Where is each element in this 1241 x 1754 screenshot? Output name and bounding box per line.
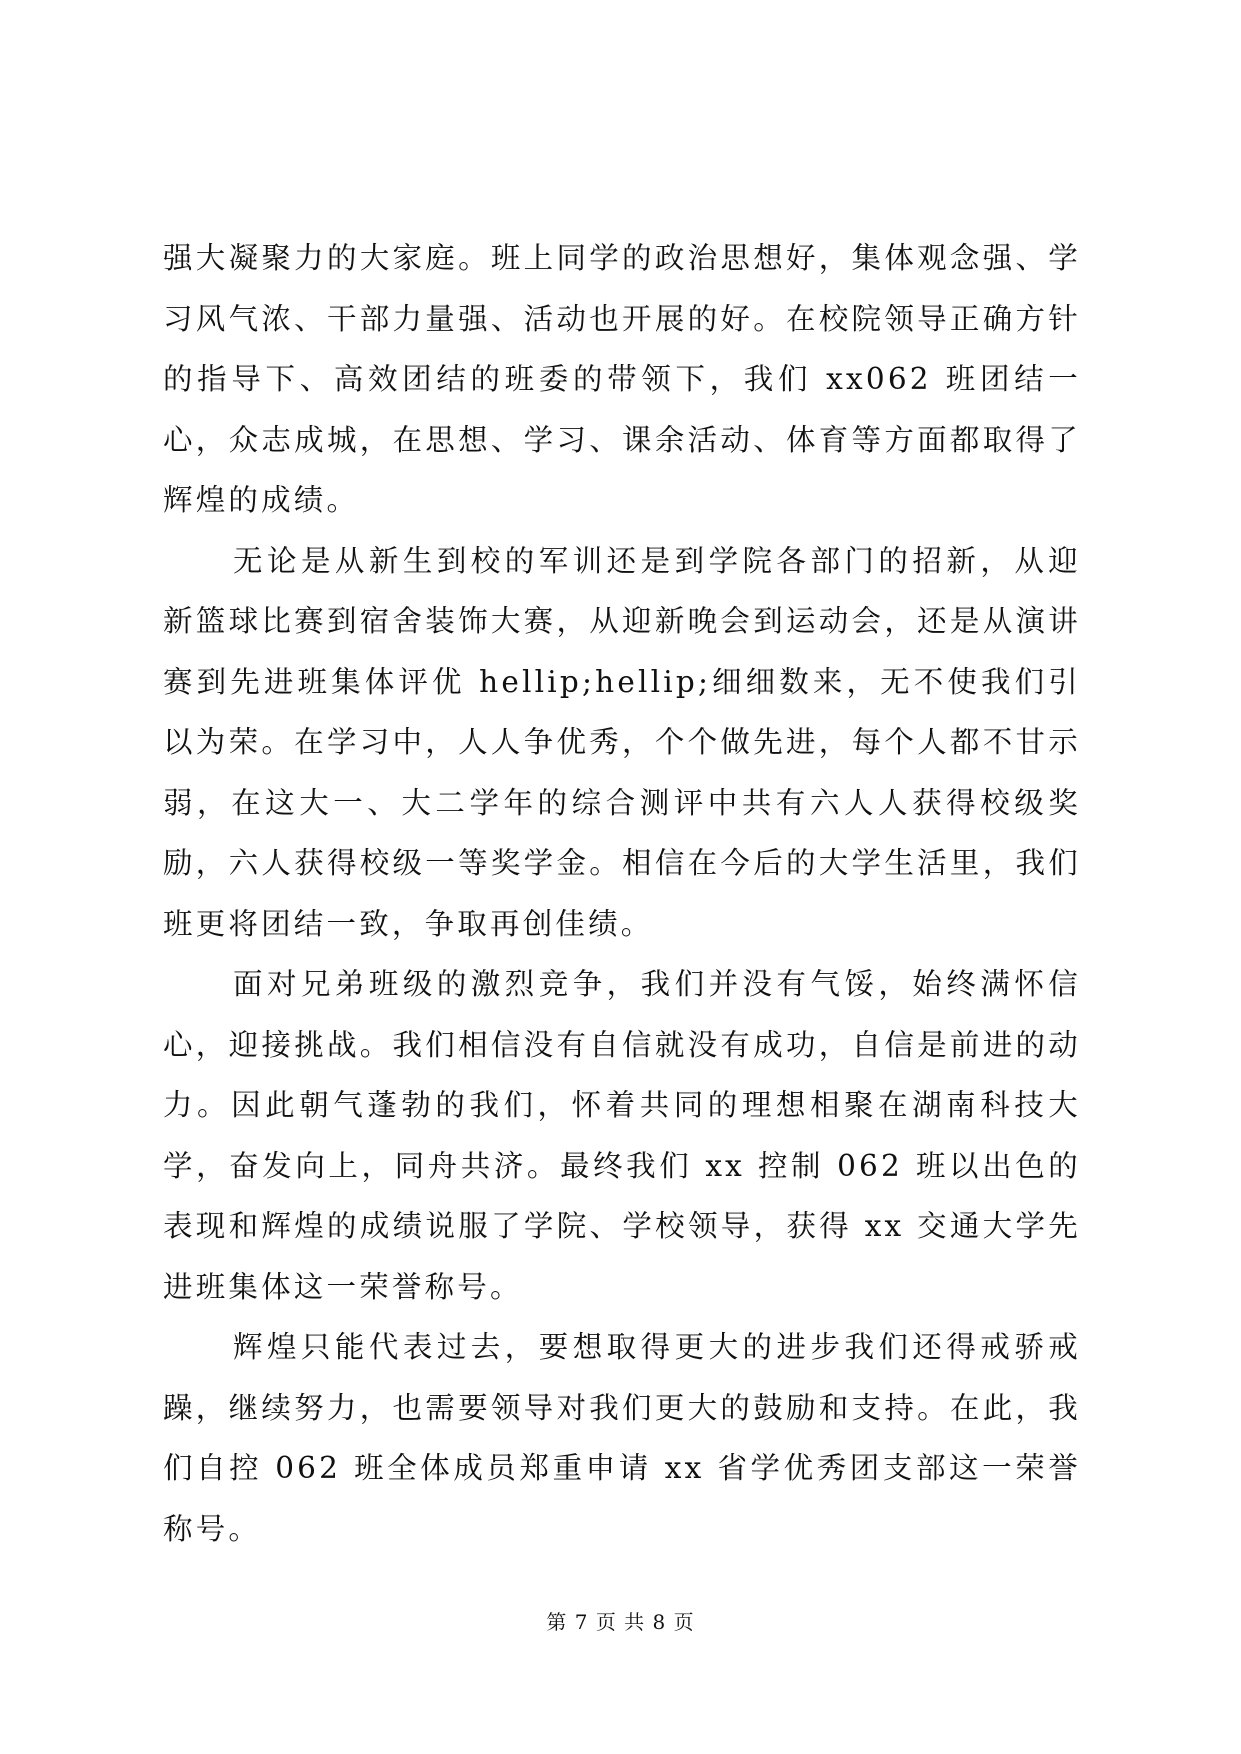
document-body bbox=[163, 228, 1081, 1559]
page-number-footer: 第 7 页 共 8 页 bbox=[546, 1610, 695, 1634]
paragraph-1: 强大凝聚力的大家庭。班上同学的政治思想好，集体观念强、学习风气浓、干部力量强、活动也开展的好。在校院领导正确方针的指导下、高效团结的班委的带领下，我们 xx062 班团结一心，众志成城，在思想、学习、课余活动、体育等方面都取得了辉煌的成绩。 bbox=[163, 241, 1081, 517]
paragraph-2: 无论是从新生到校的军训还是到学院各部门的招新，从迎新篮球比赛到宿舍装饰大赛，从迎新晚会到运动会，还是从演讲赛到先进班集体评优 hellip;hellip;细细数来，无不使我们引以为荣。在学习中，人人争优秀，个个做先进，每个人都不甘示弱，在这大一、大二学年的综合测评中共有六人人获得校级奖励，六人获得校级一等奖学金。相信在今后的大学生活里，我们班更将团结一致，争取再创佳绩。 bbox=[163, 543, 1081, 941]
paragraph-3: 面对兄弟班级的激烈竞争，我们并没有气馁，始终满怀信心，迎接挑战。我们相信没有自信就没有成功，自信是前进的动力。因此朝气蓬勃的我们，怀着共同的理想相聚在湖南科技大学，奋发向上，同舟共济。最终我们 xx 控制 062 班以出色的表现和辉煌的成绩说服了学院、学校领导，获得 xx 交通大学先进班集体这一荣誉称号。 bbox=[163, 967, 1081, 1304]
paragraph-4: 辉煌只能代表过去，要想取得更大的进步我们还得戒骄戒躁，继续努力，也需要领导对我们更大的鼓励和支持。在此，我们自控 062 班全体成员郑重申请 xx 省学优秀团支部这一荣誉称号。 bbox=[163, 1330, 1081, 1546]
